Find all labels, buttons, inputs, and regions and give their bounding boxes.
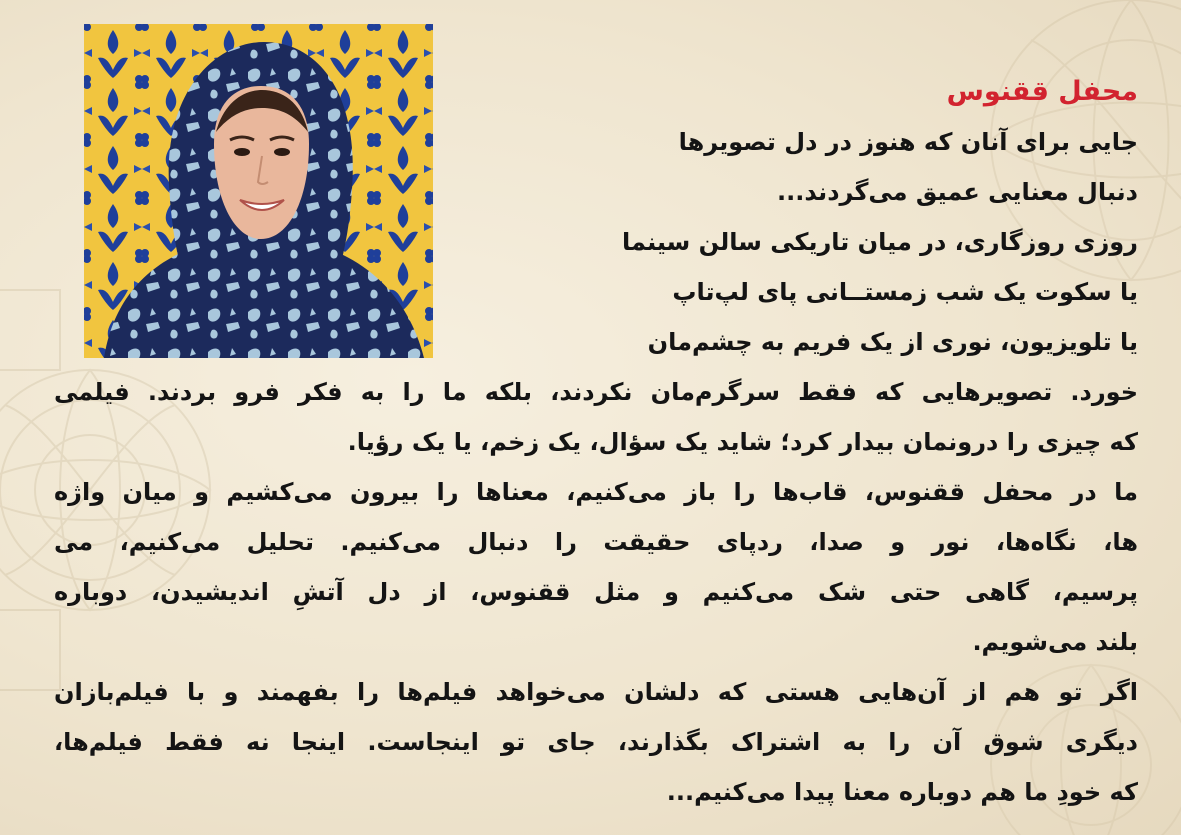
text-line: که چیزی را درونمان بیدار کرد؛ شاید یک سؤال، یک زخم، یا یک رؤیا. <box>347 428 1138 456</box>
woman-portrait-icon <box>84 24 433 358</box>
text-line: اگر تو هم از آن‌هایی هستی که دلشان می‌خواهد فیلم‌ها را بفهمند و با فیلم‌بازان <box>54 678 1138 706</box>
text-line: بلند می‌شویم. <box>972 628 1138 656</box>
text-line: ها، نگاه‌ها، نور و صدا، ردپای حقیقت را دنبال می‌کنیم. تحلیل می‌کنیم، می <box>54 528 1138 556</box>
text-line: جایی برای آنان که هنوز در دل تصویرها <box>678 128 1138 156</box>
text-line: خورد. تصویرهایی که فقط سرگرم‌مان نکردند، بلکه ما را به فکر فرو بردند. فیلمی <box>54 378 1138 406</box>
text-line: ما در محفل ققنوس، قاب‌ها را باز می‌کنیم، معناها را بیرون می‌کشیم و میان واژه <box>54 478 1138 506</box>
page-title: محفل ققنوس <box>946 76 1138 107</box>
portrait-photo <box>84 24 433 358</box>
text-line: که خودِ ما هم دوباره معنا پیدا می‌کنیم... <box>666 778 1138 806</box>
text-line: یا تلویزیون، نوری از یک فریم به چشم‌مان <box>647 328 1138 356</box>
text-line: دنبال معنایی عمیق می‌گردند... <box>776 178 1138 206</box>
text-line: یا سکوت یک شب زمستــانی پای لپ‌تاپ <box>672 278 1138 306</box>
text-line: پرسیم، گاهی حتی شک می‌کنیم و مثل ققنوس، از دل آتشِ اندیشیدن، دوباره <box>54 578 1138 606</box>
text-line: روزی روزگاری، در میان تاریکی سالن سینما <box>621 228 1138 256</box>
text-line: دیگری شوق آن را به اشتراک بگذارند، جای تو اینجاست. اینجا نه فقط فیلم‌ها، <box>54 728 1138 756</box>
